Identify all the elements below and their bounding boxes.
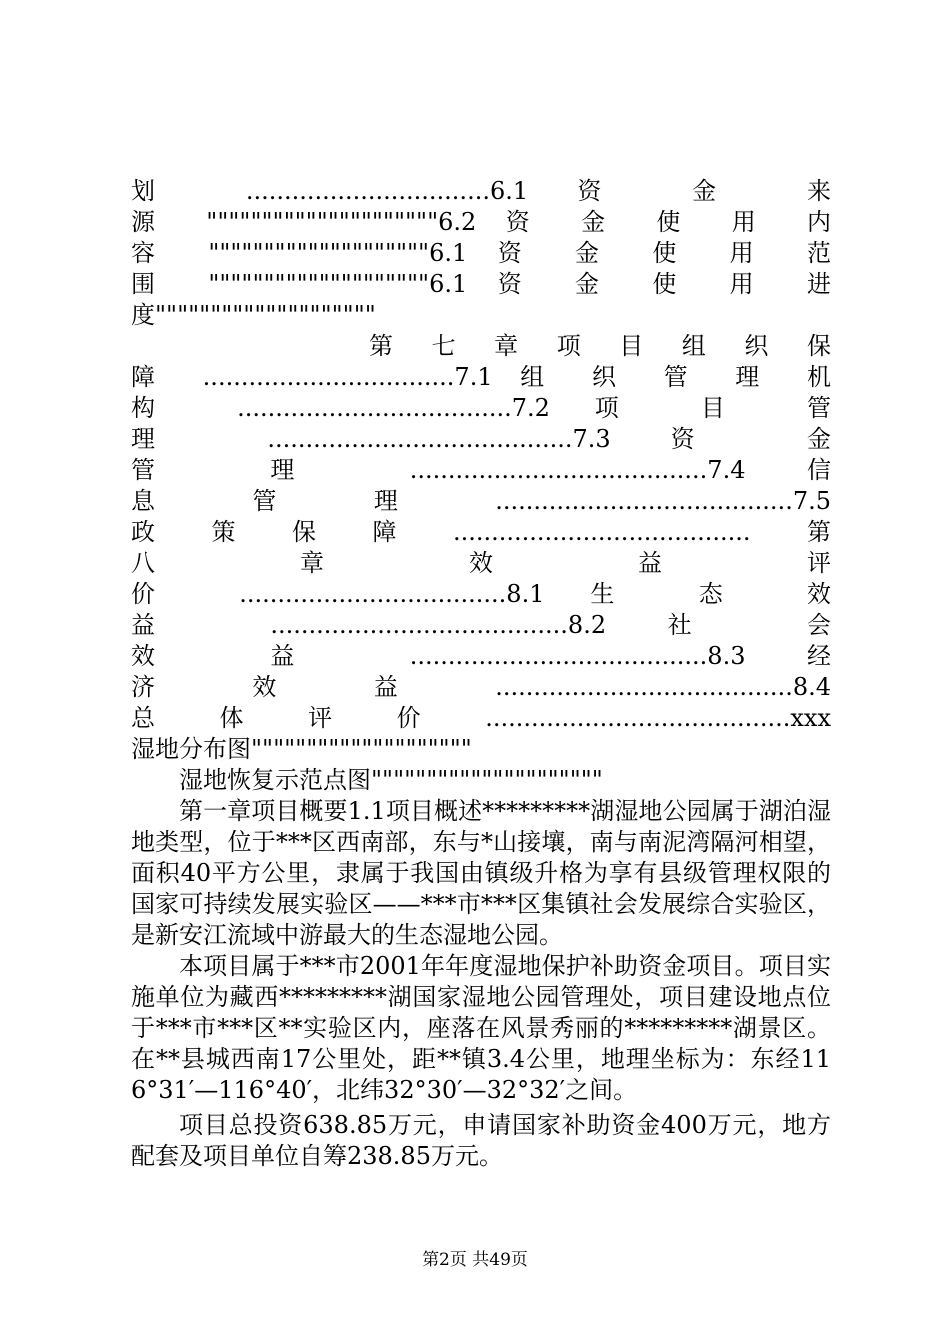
toc-line: 理 ........................................7.3 资 金 <box>131 425 831 453</box>
toc-line: 划 ................................6.1 资 金 来 <box>131 177 831 205</box>
page-number-footer: 第2页 共49页 <box>422 1250 528 1270</box>
toc-line: 构 ....................................7.2 项 目 管 <box>131 394 831 422</box>
body-paragraph: 本项目属于***市2001年年度湿地保护补助资金项目。项目实施单位为藏西*********湖国家湿地公园管理处，项目建设地点位于***市***区**实验区内，座落在风景秀丽的*********湖景区。在**县城西南17公里处，距**镇3.4公里，地理坐标为：东经116°31′—116°40′，北纬32°30′—32°32′之间。 <box>131 952 831 1104</box>
toc-line: 息 管 理 .......................................7.5 <box>131 487 831 515</box>
body-paragraph: 第一章项目概要1.1项目概述*********湖湿地公园属于湖泊湿地类型，位于***区西南部，东与*山接壤，南与南泥湾隔河相望，面积40平方公里，隶属于我国由镇级升格为享有县级管理权限的国家可持续发展实验区——***市***区集镇社会发展综合实验区，是新安江流域中游最大的生态湿地公园。 <box>131 797 831 949</box>
toc-line: 管 理 .......................................7.4 信 <box>131 456 831 484</box>
document-body <box>131 176 831 1172</box>
toc-line: 围 """"""""""""""""""""6.1 资 金 使 用 进 <box>131 270 831 298</box>
toc-line: 湿地分布图"""""""""""""""""""" <box>131 735 472 763</box>
toc-line: 容 """"""""""""""""""""6.1 资 金 使 用 范 <box>131 239 831 267</box>
toc-line: 济 效 益 .......................................8.4 <box>131 673 831 701</box>
toc-line: 政策保障.......................................第 <box>131 518 831 546</box>
toc-chapter-heading: 八 章 效 益 评 <box>131 549 831 577</box>
toc-line: 湿地恢复示范点图""""""""""""""""""""" <box>179 766 603 794</box>
toc-line: 益 .......................................8.2 社 会 <box>131 611 831 639</box>
toc-line: 价 ...................................8.1 生 态 效 <box>131 580 831 608</box>
body-paragraph: 项目总投资638.85万元，申请国家补助资金400万元，地方配套及项目单位自筹238.85万元。 <box>131 1111 831 1170</box>
toc-line: 总体评价........................................xxx <box>131 704 831 732</box>
toc-chapter-heading: 第 七 章 项 目 组 织 保 <box>369 332 831 360</box>
toc-line: 效 益 .......................................8.3 经 <box>131 642 831 670</box>
toc-line: 度"""""""""""""""""""" <box>131 301 376 329</box>
toc-line: 障 .................................7.1 组 织 管 理 机 <box>131 363 831 391</box>
toc-line: 源 """""""""""""""""""""6.2 资 金 使 用 内 <box>131 208 831 236</box>
